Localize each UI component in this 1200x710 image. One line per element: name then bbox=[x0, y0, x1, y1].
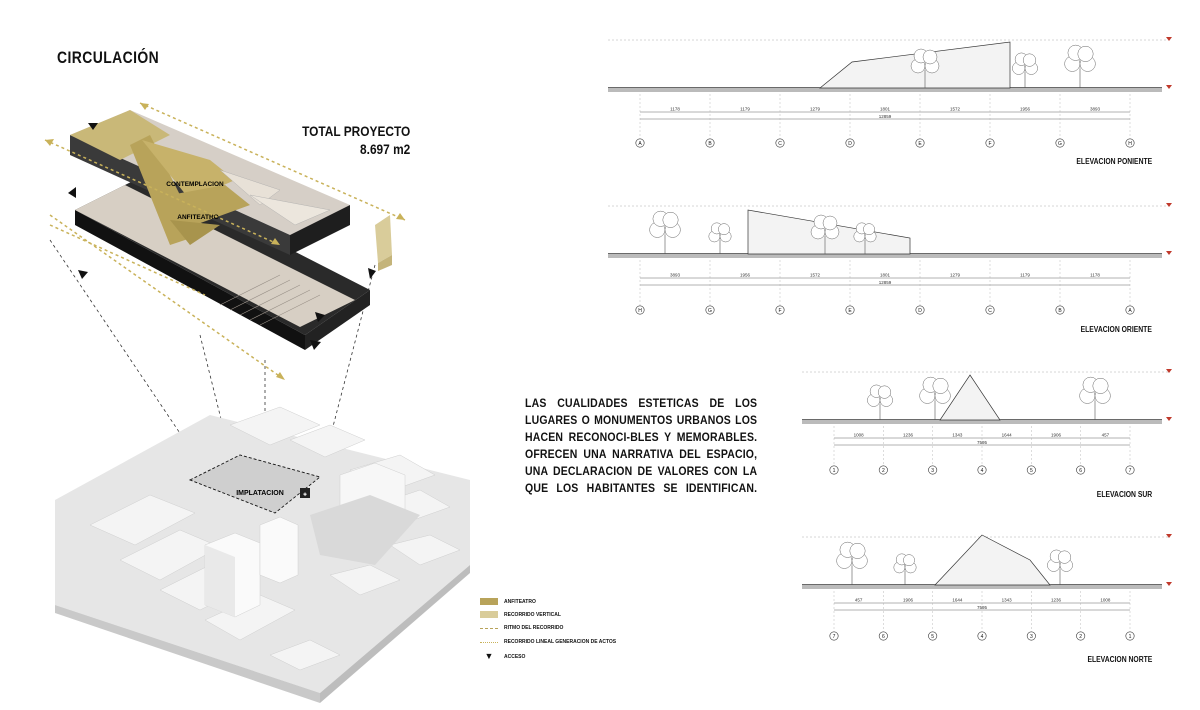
axis-label: D bbox=[918, 308, 922, 314]
tree-canopy bbox=[923, 50, 937, 64]
dimension-value: 1236 bbox=[1050, 597, 1062, 603]
axis-label: C bbox=[988, 308, 992, 314]
tree-canopy bbox=[1078, 46, 1093, 61]
elevation-title: ELEVACION ORIENTE bbox=[1080, 325, 1152, 334]
tree-canopy bbox=[663, 212, 678, 227]
dimension-value: 1179 bbox=[740, 106, 750, 112]
dimension-total: 12859 bbox=[878, 280, 892, 285]
axis-label: 3 bbox=[931, 468, 935, 474]
axis-label: G bbox=[1058, 141, 1062, 147]
tree-canopy bbox=[850, 543, 865, 558]
tree-canopy bbox=[823, 216, 837, 230]
axis-label: 6 bbox=[881, 634, 885, 640]
level-marker bbox=[1166, 203, 1172, 207]
legend-swatch bbox=[480, 628, 498, 629]
dimension-value: 1178 bbox=[1090, 272, 1100, 278]
ground-band bbox=[608, 254, 1162, 258]
axonometric-diagram bbox=[30, 95, 470, 705]
elevations bbox=[590, 0, 1200, 710]
elevation-title: ELEVACION PONIENTE bbox=[1076, 157, 1152, 166]
axis-label: 7 bbox=[1128, 468, 1132, 474]
dimension-value: 3893 bbox=[1089, 106, 1101, 112]
dimension-value: 1343 bbox=[952, 432, 963, 438]
dimension-value: 1956 bbox=[1019, 106, 1031, 112]
level-marker bbox=[1166, 582, 1172, 586]
legend-swatch bbox=[480, 611, 498, 618]
axis-label: A bbox=[638, 141, 642, 147]
tree-canopy bbox=[903, 555, 914, 566]
building-model bbox=[70, 110, 392, 350]
dimension-total: 12859 bbox=[878, 114, 892, 119]
tree-canopy bbox=[718, 224, 729, 235]
site-model bbox=[55, 407, 470, 703]
dimension-value: 1236 bbox=[902, 432, 914, 438]
building-section bbox=[935, 535, 1050, 585]
dimension-value: 1906 bbox=[902, 597, 914, 603]
level-marker bbox=[1166, 417, 1172, 421]
triangle-icon: ▼ bbox=[484, 651, 494, 661]
axis-label: 2 bbox=[1079, 634, 1083, 640]
ground-band bbox=[608, 88, 1162, 92]
dimension-value: 457 bbox=[1101, 432, 1110, 438]
axis-label: 7 bbox=[832, 634, 836, 640]
elevation-title: ELEVACION SUR bbox=[1096, 490, 1152, 499]
dimension-value: 1343 bbox=[1001, 597, 1012, 603]
axis-label: 1 bbox=[832, 468, 836, 474]
dimension-value: 1644 bbox=[952, 597, 963, 603]
legend-item bbox=[480, 625, 563, 631]
dimension-value: 1801 bbox=[879, 106, 891, 112]
dimension-value: 1644 bbox=[1001, 432, 1012, 438]
axis-label: 6 bbox=[1079, 468, 1083, 474]
dimension-value: 1572 bbox=[949, 106, 961, 112]
axis-label: 4 bbox=[980, 468, 984, 474]
tree-canopy bbox=[878, 386, 891, 399]
elevation-title: ELEVACION NORTE bbox=[1087, 655, 1152, 664]
level-marker bbox=[1166, 251, 1172, 255]
tree-canopy bbox=[933, 378, 948, 393]
axis-label: F bbox=[778, 308, 782, 314]
level-marker bbox=[1166, 534, 1172, 538]
legend-label: ACCESO bbox=[504, 653, 526, 660]
axis-label: A bbox=[1128, 308, 1132, 314]
dimension-value: 1179 bbox=[1020, 272, 1030, 278]
axis-label: 2 bbox=[881, 468, 885, 474]
dimension-value: 1279 bbox=[949, 272, 961, 278]
dimension-value: 1956 bbox=[739, 272, 751, 278]
dimension-value: 1906 bbox=[1050, 432, 1062, 438]
ground-band bbox=[802, 420, 1162, 424]
legend-item bbox=[480, 653, 525, 660]
level-marker bbox=[1166, 369, 1172, 373]
tree-canopy bbox=[1058, 551, 1071, 564]
legend-label: RITMO DEL RECORRIDO bbox=[504, 625, 564, 631]
dimension-value: 1801 bbox=[879, 272, 891, 278]
implatacion-label: IMPLATACION bbox=[236, 490, 284, 497]
axis-label: B bbox=[1058, 308, 1062, 314]
axis-label: C bbox=[778, 141, 782, 147]
legend-item bbox=[480, 598, 536, 605]
total-label: TOTAL PROYECTO bbox=[301, 123, 410, 139]
dimension-value: 1008 bbox=[853, 432, 864, 438]
dimension-value: 1279 bbox=[809, 106, 821, 112]
ground-band bbox=[802, 585, 1162, 589]
axis-label: H bbox=[638, 308, 642, 314]
axis-label: E bbox=[918, 141, 922, 147]
dimension-total: 7595 bbox=[976, 605, 988, 610]
axis-label: B bbox=[708, 141, 712, 147]
total-value: 8.697 m2 bbox=[359, 141, 410, 157]
tree-canopy bbox=[863, 224, 874, 235]
axis-label: H bbox=[1128, 141, 1132, 147]
axis-label: 1 bbox=[1128, 634, 1132, 640]
axis-label: D bbox=[848, 141, 852, 147]
legend-label: RECORRIDO LINEAL GENERACION DE ACTOS bbox=[504, 639, 617, 645]
svg-text:◈: ◈ bbox=[303, 491, 307, 498]
dimension-value: 1008 bbox=[1100, 597, 1111, 603]
axis-label: 5 bbox=[1029, 468, 1033, 474]
level-marker bbox=[1166, 37, 1172, 41]
contemplacion-label: CONTEMPLACION bbox=[166, 181, 224, 188]
page-title: CIRCULACIÓN bbox=[57, 48, 160, 67]
legend-label: RECORRIDO VERTICAL bbox=[504, 611, 561, 618]
legend-swatch bbox=[480, 598, 498, 605]
axis-label: F bbox=[988, 141, 992, 147]
dimension-total: 7595 bbox=[976, 440, 988, 445]
dimension-value: 3893 bbox=[669, 272, 681, 278]
axis-label: G bbox=[708, 308, 712, 314]
quote-text: LAS CUALIDADES ESTETICAS DE LOS LUGARES O MONUMENTOS URBANOS LOS HACEN RECONOCI-BLES Y MEMORABLES. OFRECEN UNA NARRATIVA DEL ESPACIO, UNA DECLARACION DE VALORES CON LA QUE LOS HABITANTES SE IDENTIFICAN. bbox=[525, 396, 758, 495]
axis-label: 4 bbox=[980, 634, 984, 640]
legend-item bbox=[480, 611, 561, 618]
dimension-value: 457 bbox=[854, 597, 863, 603]
axis-label: 3 bbox=[1029, 634, 1033, 640]
axis-label: E bbox=[848, 308, 852, 314]
dimension-value: 1178 bbox=[670, 106, 680, 112]
legend-swatch bbox=[480, 642, 498, 643]
tree-canopy bbox=[1023, 54, 1036, 67]
level-marker bbox=[1166, 85, 1172, 89]
legend-label: ANFITEATRO bbox=[504, 598, 536, 605]
tree-canopy bbox=[1093, 378, 1108, 393]
axis-label: 5 bbox=[931, 634, 935, 640]
anfiteatro-label: ANFITEATRO bbox=[177, 214, 219, 221]
dimension-value: 1572 bbox=[809, 272, 821, 278]
